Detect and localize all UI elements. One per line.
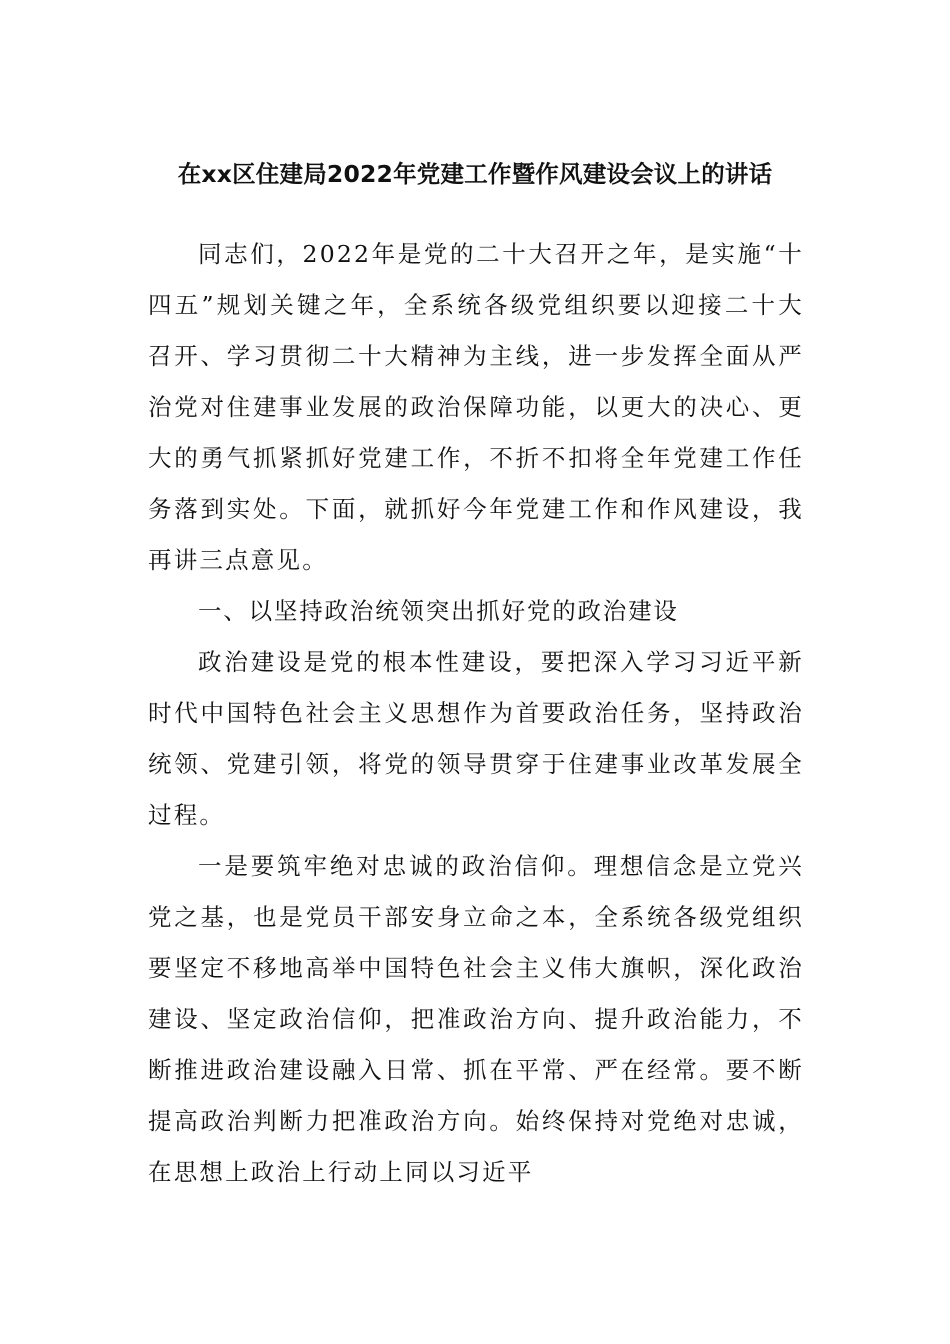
document-title: 在xx区住建局2022年党建工作暨作风建设会议上的讲话 (177, 160, 773, 188)
section-heading-1: 一、以坚持政治统领突出抓好党的政治建设 (198, 597, 679, 625)
document-body (148, 229, 804, 1198)
paragraph-political-construction: 政治建设是党的根本性建设，要把深入学习习近平新时代中国特色社会主义思想作为首要政治任务，坚持政治统领、党建引领，将党的领导贯穿于住建事业改革发展全过程。 (148, 648, 804, 829)
paragraph-loyalty: 一是要筑牢绝对忠诚的政治信仰。理想信念是立党兴党之基，也是党员干部安身立命之本，全系统各级党组织要坚定不移地高举中国特色社会主义伟大旗帜，深化政治建设、坚定政治信仰，把准政治方向、提升政治能力，不断推进政治建设融入日常、抓在平常、严在经常。要不断提高政治判断力把准政治方向。始终保持对党绝对忠诚，在思想上政治上行动上同以习近平 (148, 852, 804, 1186)
paragraph-opening: 同志们，2022年是党的二十大召开之年，是实施“十四五”规划关键之年，全系统各级党组织要以迎接二十大召开、学习贯彻二十大精神为主线，进一步发挥全面从严治党对住建事业发展的政治保障功能，以更大的决心、更大的勇气抓紧抓好党建工作，不折不扣将全年党建工作任务落到实处。下面，就抓好今年党建工作和作风建设，我再讲三点意见。 (148, 240, 804, 574)
